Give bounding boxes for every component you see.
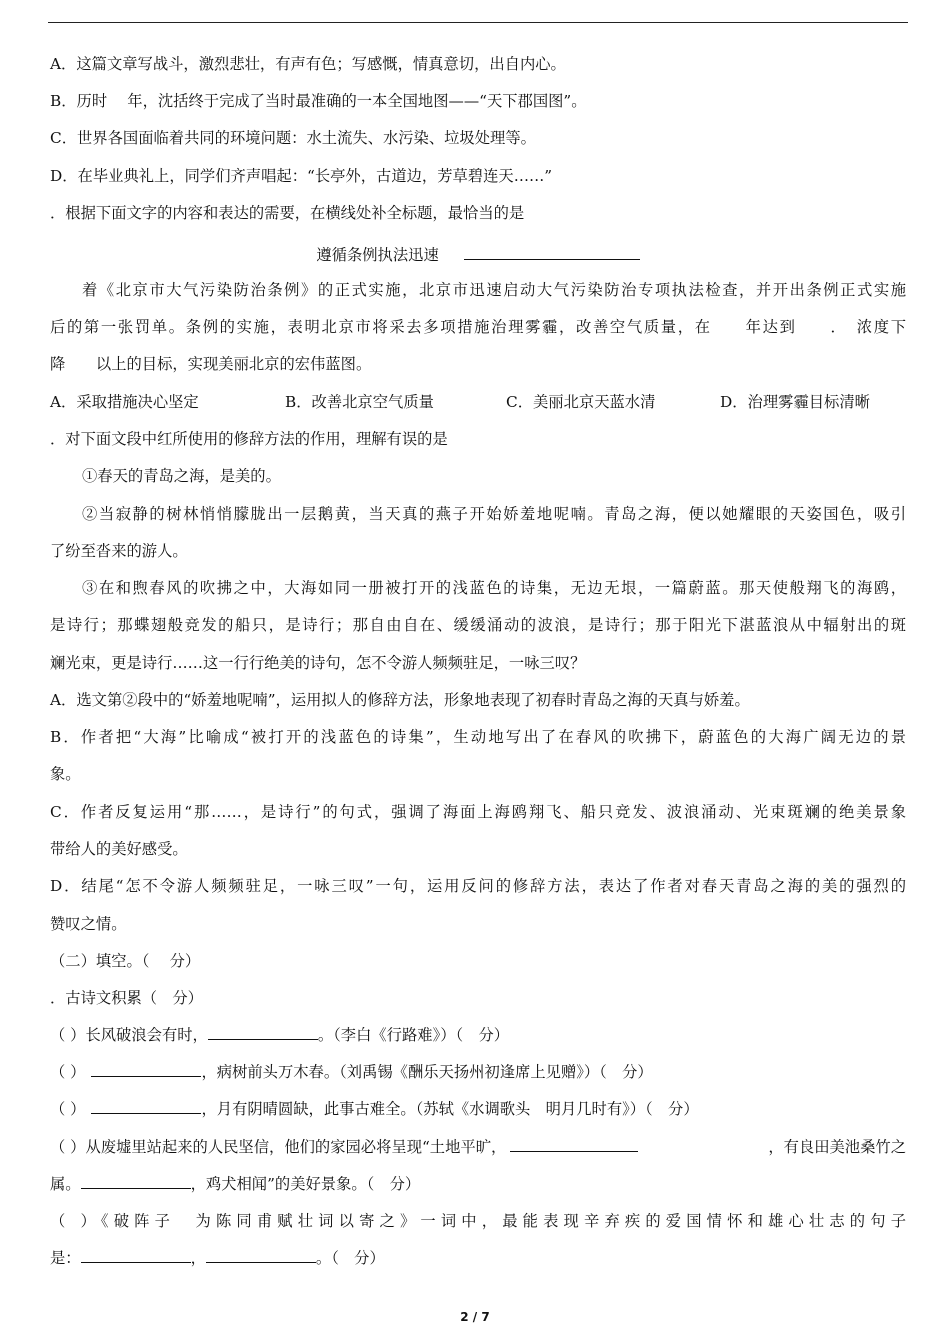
fill-item-5-comma: ， bbox=[190, 1249, 206, 1267]
rhetoric-option-d-cont: 赞叹之情。 bbox=[50, 915, 127, 933]
option-c: C．世界各国面临着共同的环境问题：水土流失、水污染、垃圾处理等。 bbox=[50, 129, 536, 147]
fill-item-4-text: （ ）从废墟里站起来的人民坚信，他们的家园必将呈现“土地平旷， bbox=[50, 1138, 507, 1156]
fill-item-1-text: （ ）长风破浪会有时， bbox=[50, 1026, 208, 1044]
headline-text: 遵循条例执法迅速 bbox=[316, 246, 439, 264]
header-rule bbox=[48, 22, 908, 23]
rhetoric-option-c: C．作者反复运用“那……，是诗行”的句式，强调了海面上海鸥翔飞、船只竞发、波浪涌动、光束斑斓的绝美景象 bbox=[50, 803, 906, 821]
title-option-b: B．改善北京空气质量 bbox=[285, 393, 434, 411]
headline bbox=[50, 242, 906, 268]
title-option-a: A．采取措施决心坚定 bbox=[50, 393, 199, 411]
rhetoric-option-a: A．选文第②段中的“娇羞地呢喃”，运用拟人的修辞方法，形象地表现了初春时青岛之海的天真与娇羞。 bbox=[50, 691, 750, 709]
fill-item-4-line2 bbox=[50, 1171, 420, 1197]
fill-blank[interactable] bbox=[208, 1023, 318, 1040]
fill-item-5-line2 bbox=[50, 1245, 385, 1271]
fill-stem: ．古诗文积累（ 分） bbox=[50, 989, 203, 1007]
headline-blank[interactable] bbox=[464, 243, 640, 260]
fill-item-4 bbox=[50, 1134, 906, 1160]
option-d: D．在毕业典礼上，同学们齐声唱起：“长亭外，古道边，芳草碧连天……” bbox=[50, 167, 553, 185]
rhetoric-option-b: B．作者把“大海”比喻成“被打开的浅蓝色的诗集”，生动地写出了在春风的吹拂下，蔚蓝色的大海广阔无边的景 bbox=[50, 728, 906, 746]
rhetoric-option-d: D．结尾“怎不令游人频频驻足，一咏三叹”一句，运用反问的修辞方法，表达了作者对春天青岛之海的美的强烈的 bbox=[50, 877, 906, 895]
passage-p2-line: 了纷至沓来的游人。 bbox=[50, 542, 188, 560]
fill-item-5-label: 是： bbox=[50, 1249, 81, 1267]
fill-item-2-num: （ ） bbox=[50, 1063, 86, 1081]
passage-p2-line: ②当寂静的树林悄悄朦胧出一层鹅黄，当天真的燕子开始娇羞地呢喃。青岛之海，便以她耀眼的天姿国色，吸引 bbox=[82, 505, 906, 523]
fill-item-1 bbox=[50, 1022, 509, 1048]
passage-line: 后的第一张罚单。条例的实施，表明北京市将采去多项措施治理雾霾，改善空气质量，在 年达到 ． 浓度下 bbox=[50, 318, 906, 336]
fill-blank[interactable] bbox=[81, 1246, 191, 1263]
title-option-d: D．治理雾霾目标清晰 bbox=[720, 393, 870, 411]
option-b: B．历时 年，沈括终于完成了当时最准确的一本全国地图——“天下郡国图”。 bbox=[50, 92, 587, 110]
passage-p3-line: ③在和煦春风的吹拂之中，大海如同一册被打开的浅蓝色的诗集，无边无垠，一篇蔚蓝。那天使般翔飞的海鸥， bbox=[82, 579, 906, 597]
passage-p3-line: 斓光束，更是诗行……这一行行绝美的诗句，怎不令游人频频驻足，一咏三叹？ bbox=[50, 654, 586, 672]
question-title-stem: ．根据下面文字的内容和表达的需要，在横线处补全标题，最恰当的是 bbox=[50, 204, 525, 222]
fill-item-5: （ ）《破阵子 为陈同甫赋壮词以寄之》一词中，最能表现辛弃疾的爱国情怀和雄心壮志的句子 bbox=[50, 1212, 906, 1230]
rhetoric-option-c-cont: 带给人的美好感受。 bbox=[50, 840, 188, 858]
question-rhetoric-stem: ．对下面文段中红所使用的修辞方法的作用，理解有误的是 bbox=[50, 430, 448, 448]
fill-item-2-text: ，病树前头万木春。（刘禹锡《酬乐天扬州初逢席上见赠》）（ 分） bbox=[201, 1063, 653, 1081]
fill-item-1-source: 。（李白《行路难》）（ 分） bbox=[317, 1026, 510, 1044]
passage-p3-line: 是诗行；那蝶翅般竞发的船只，是诗行；那自由自在、缓缓涌动的波浪，是诗行；那于阳光下湛蓝浪从中辐射出的斑 bbox=[50, 616, 906, 634]
fill-item-3-text: ，月有阴晴圆缺，此事古难全。（苏轼《水调歌头 明月几时有》）（ 分） bbox=[201, 1100, 699, 1118]
fill-item-3 bbox=[50, 1096, 699, 1122]
rhetoric-option-b-cont: 象。 bbox=[50, 765, 81, 783]
fill-blank[interactable] bbox=[81, 1172, 191, 1189]
passage-p1: ①春天的青岛之海，是美的。 bbox=[82, 467, 281, 485]
section-heading: （二）填空。（ 分） bbox=[50, 952, 201, 970]
fill-blank[interactable] bbox=[91, 1060, 201, 1077]
fill-item-4-cont: ，有良田美池桑竹之 bbox=[768, 1138, 906, 1156]
fill-blank[interactable] bbox=[206, 1246, 316, 1263]
passage-line: 着《北京市大气污染防治条例》的正式实施，北京市迅速启动大气污染防治专项执法检查，并开出条例正式实施 bbox=[82, 281, 906, 299]
fill-blank[interactable] bbox=[510, 1135, 638, 1152]
option-a: A．这篇文章写战斗，激烈悲壮，有声有色；写感慨，情真意切，出自内心。 bbox=[50, 55, 566, 73]
title-option-c: C．美丽北京天蓝水清 bbox=[506, 393, 656, 411]
fill-item-2 bbox=[50, 1059, 653, 1085]
fill-item-4-end: ，鸡犬相闻”的美好景象。（ 分） bbox=[190, 1175, 421, 1193]
passage-line: 降 以上的目标，实现美丽北京的宏伟蓝图。 bbox=[50, 355, 372, 373]
fill-item-5-end: 。（ 分） bbox=[315, 1249, 385, 1267]
fill-blank[interactable] bbox=[91, 1097, 201, 1114]
page-number: 2 / 7 bbox=[460, 1310, 490, 1324]
fill-item-4-cont2: 属。 bbox=[50, 1175, 81, 1193]
fill-item-3-num: （ ） bbox=[50, 1100, 86, 1118]
